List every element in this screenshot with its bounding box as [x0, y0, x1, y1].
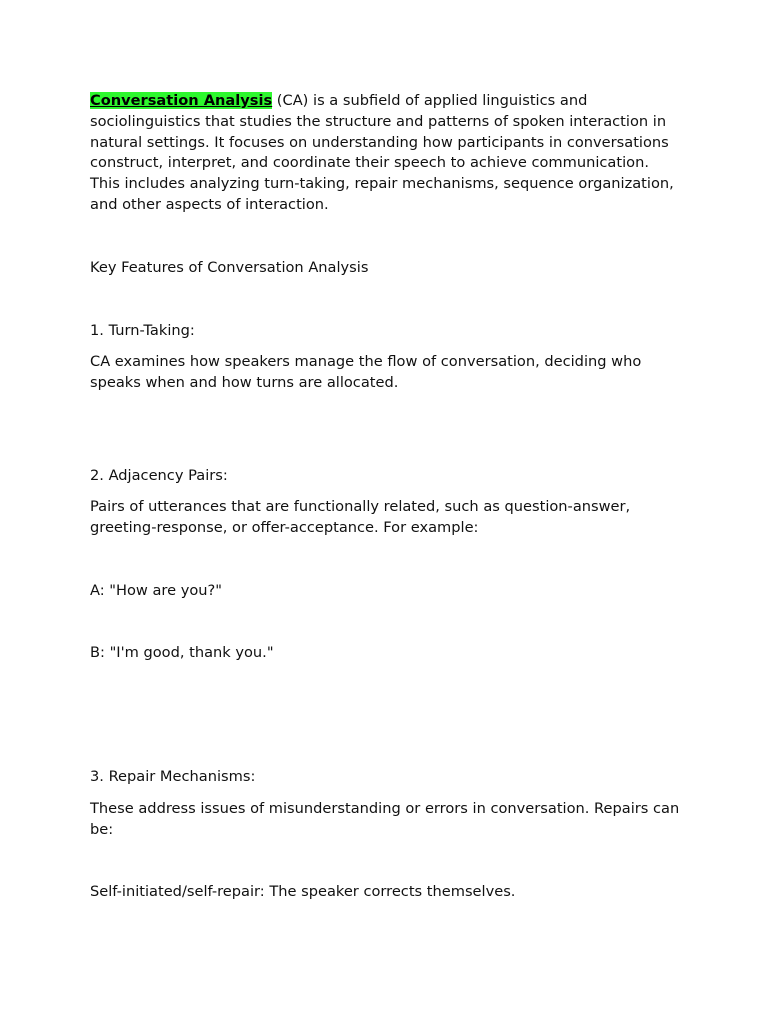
- feature-heading-repair-mechanisms: 3. Repair Mechanisms:: [90, 768, 256, 785]
- feature-heading-turn-taking: 1. Turn-Taking:: [90, 322, 195, 339]
- feature-body-turn-taking: CA examines how speakers manage the flow of conversation, deciding who speaks when and how turns are allocated.: [90, 353, 642, 391]
- intro-text: (CA) is a subfield of applied linguistics and sociolinguistics that studies the structure and patterns of spoken interaction in natural settings. It focuses on understanding how participants in conversations construct, interpret, and coordinate their speech to achieve communication. This includes analyzing turn-taking, repair mechanisms, sequence organization, and other aspects of interaction.: [90, 92, 674, 213]
- intro-paragraph: [90, 91, 680, 216]
- section-title: Key Features of Conversation Analysis: [90, 259, 369, 276]
- feature-heading-adjacency-pairs: 2. Adjacency Pairs:: [90, 467, 228, 484]
- feature-body-adjacency-pairs: Pairs of utterances that are functionally related, such as question-answer, greeting-response, or offer-acceptance. For example:: [90, 498, 631, 536]
- example-line-a: A: "How are you?": [90, 582, 222, 599]
- repair-example-self: Self-initiated/self-repair: The speaker corrects themselves.: [90, 883, 516, 900]
- highlighted-term: Conversation Analysis: [90, 92, 273, 109]
- feature-body-repair-mechanisms: These address issues of misunderstanding or errors in conversation. Repairs can be:: [90, 800, 680, 838]
- example-line-b: B: "I'm good, thank you.": [90, 644, 274, 661]
